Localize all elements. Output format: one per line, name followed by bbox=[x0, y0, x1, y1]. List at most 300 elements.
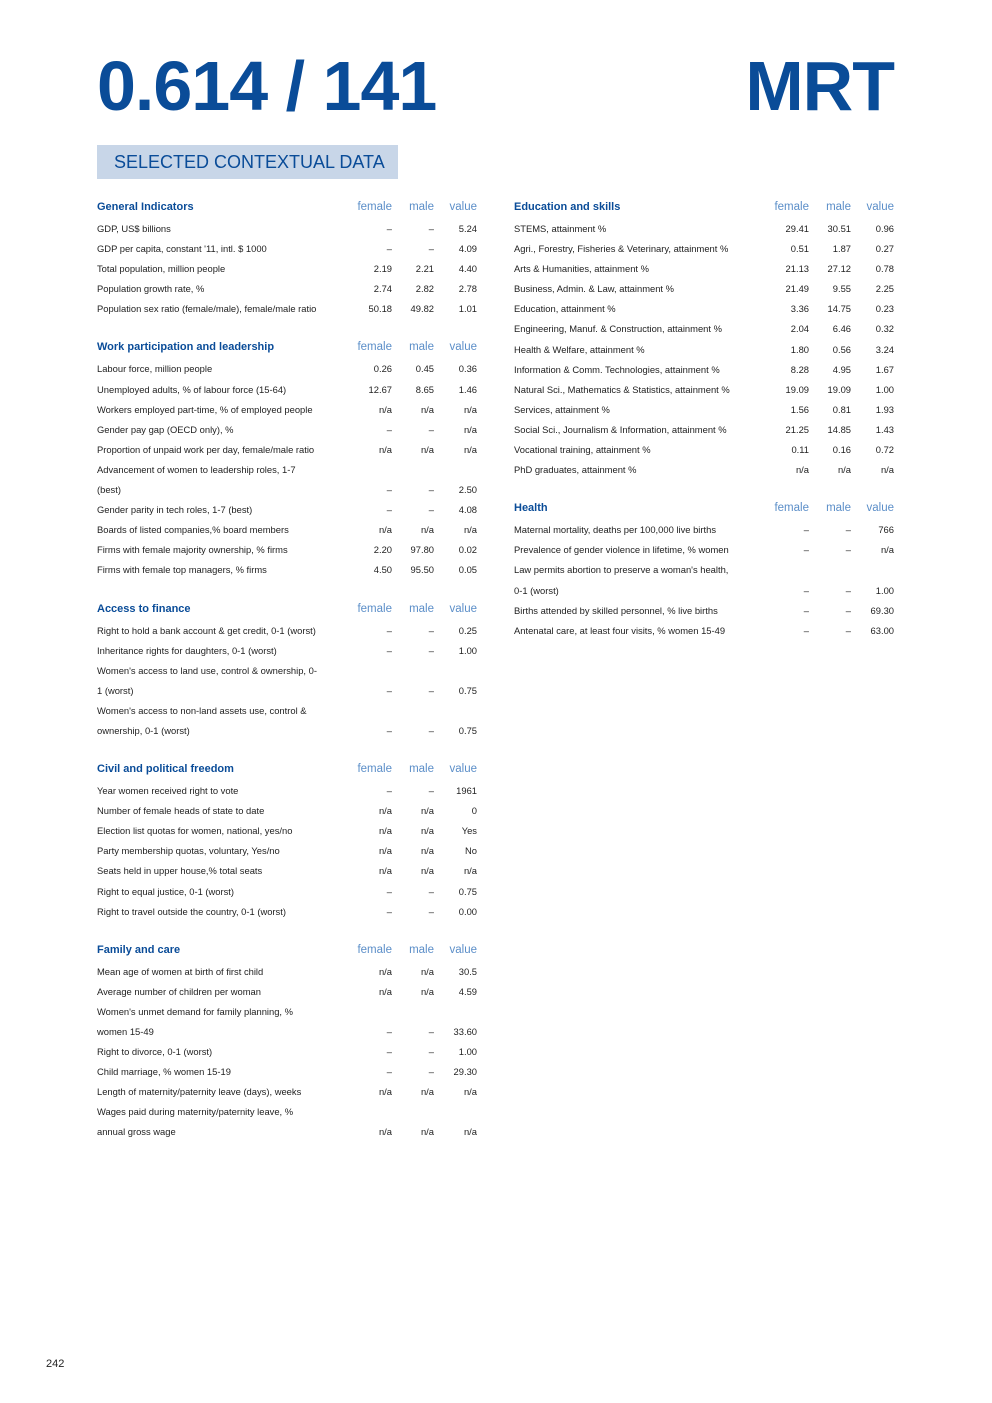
total-value: 1.01 bbox=[458, 303, 477, 315]
male-value: – bbox=[428, 1066, 434, 1078]
indicator-label: Year women received right to vote bbox=[97, 785, 239, 797]
female-value: – bbox=[803, 544, 809, 556]
total-value: 1.67 bbox=[875, 363, 894, 375]
indicator-label: Advancement of women to leadership roles, 1-7 bbox=[97, 463, 296, 475]
data-section bbox=[97, 761, 477, 922]
indicator-label: Vocational training, attainment % bbox=[514, 444, 651, 456]
male-value: 14.85 bbox=[827, 423, 851, 435]
female-value: 2.19 bbox=[373, 263, 392, 275]
female-value: – bbox=[386, 905, 392, 917]
female-column-header: female bbox=[357, 201, 392, 213]
male-column-header: male bbox=[826, 201, 851, 213]
indicator-label: Right to hold a bank account & get credit, 0-1 (worst) bbox=[97, 624, 316, 636]
table-row bbox=[97, 420, 477, 440]
section-title: Access to finance bbox=[97, 602, 191, 615]
table-row bbox=[97, 801, 477, 821]
section-header bbox=[97, 601, 477, 621]
indicator-label: Boards of listed companies,% board members bbox=[97, 524, 289, 536]
female-value: – bbox=[386, 423, 392, 435]
male-value: 9.55 bbox=[832, 283, 851, 295]
table-row bbox=[97, 661, 477, 681]
male-value: 0.56 bbox=[832, 343, 851, 355]
total-value: 0.96 bbox=[875, 223, 894, 234]
female-value: n/a bbox=[378, 965, 392, 977]
female-value: n/a bbox=[378, 524, 392, 536]
indicator-label: Business, Admin. & Law, attainment % bbox=[514, 283, 674, 295]
male-value: – bbox=[428, 905, 434, 917]
indicator-label: Antenatal care, at least four visits, % women 15-49 bbox=[514, 624, 726, 636]
value-column-header: value bbox=[449, 602, 477, 615]
total-value: 4.09 bbox=[458, 243, 477, 255]
female-value: – bbox=[386, 243, 392, 255]
section-title: Health bbox=[514, 502, 548, 515]
indicator-label: 0-1 (worst) bbox=[514, 584, 559, 596]
table-row bbox=[97, 1082, 477, 1102]
female-value: – bbox=[386, 644, 392, 656]
female-value: n/a bbox=[378, 1086, 392, 1098]
female-value: n/a bbox=[795, 464, 809, 476]
table-row bbox=[97, 821, 477, 841]
female-value: – bbox=[386, 684, 392, 696]
total-value: 0.00 bbox=[458, 905, 477, 917]
indicator-label: Child marriage, % women 15-19 bbox=[97, 1066, 231, 1078]
female-value: – bbox=[386, 504, 392, 516]
male-value: – bbox=[428, 223, 434, 234]
table-row bbox=[514, 601, 894, 621]
table-row bbox=[97, 480, 477, 500]
female-value: n/a bbox=[378, 1126, 392, 1138]
female-value: 19.09 bbox=[785, 383, 809, 395]
total-value: n/a bbox=[463, 865, 477, 877]
table-row bbox=[97, 701, 477, 721]
total-value: n/a bbox=[880, 464, 894, 476]
data-section bbox=[514, 199, 894, 480]
indicator-label: annual gross wage bbox=[97, 1126, 176, 1138]
total-value: 766 bbox=[878, 524, 894, 536]
indicator-label: Natural Sci., Mathematics & Statistics, attainment % bbox=[514, 383, 730, 395]
male-value: n/a bbox=[420, 443, 434, 455]
indicator-label: Firms with female top managers, % firms bbox=[97, 564, 267, 576]
female-value: 8.28 bbox=[790, 363, 809, 375]
indicator-label: Average number of children per woman bbox=[97, 985, 261, 997]
indicator-label: Firms with female majority ownership, % firms bbox=[97, 544, 288, 556]
female-value: – bbox=[803, 604, 809, 616]
female-value: n/a bbox=[378, 805, 392, 817]
table-row bbox=[97, 882, 477, 902]
indicator-label: Social Sci., Journalism & Information, attainment % bbox=[514, 423, 727, 435]
table-row bbox=[97, 440, 477, 460]
female-value: 0.51 bbox=[790, 243, 809, 255]
total-value: 0.02 bbox=[458, 544, 477, 556]
table-row bbox=[514, 440, 894, 460]
female-value: 29.41 bbox=[785, 223, 809, 234]
table-row bbox=[97, 861, 477, 881]
indicator-label: PhD graduates, attainment % bbox=[514, 464, 637, 476]
total-value: 29.30 bbox=[453, 1066, 477, 1078]
table-row bbox=[514, 319, 894, 339]
female-value: 1.80 bbox=[790, 343, 809, 355]
data-section bbox=[97, 199, 477, 319]
total-value: 1.93 bbox=[875, 403, 894, 415]
indicator-label: Health & Welfare, attainment % bbox=[514, 343, 645, 355]
indicator-label: Women's access to land use, control & ownership, 0- bbox=[97, 664, 317, 676]
male-value: 2.82 bbox=[415, 283, 434, 295]
female-value: – bbox=[386, 624, 392, 636]
table-row bbox=[97, 259, 477, 279]
indicator-label: Arts & Humanities, attainment % bbox=[514, 263, 649, 275]
table-row bbox=[514, 540, 894, 560]
indicator-label: (best) bbox=[97, 484, 121, 496]
indicator-label: Population sex ratio (female/male), female/male ratio bbox=[97, 303, 317, 315]
female-value: 3.36 bbox=[790, 303, 809, 315]
male-column-header: male bbox=[409, 763, 434, 776]
total-value: 3.24 bbox=[875, 343, 894, 355]
total-value: 4.08 bbox=[458, 504, 477, 516]
male-value: n/a bbox=[420, 825, 434, 837]
male-value: – bbox=[428, 1046, 434, 1058]
section-header bbox=[97, 199, 477, 219]
female-column-header: female bbox=[357, 602, 392, 615]
male-value: 19.09 bbox=[827, 383, 851, 395]
table-row bbox=[514, 360, 894, 380]
table-row bbox=[97, 500, 477, 520]
female-value: n/a bbox=[378, 845, 392, 857]
table-row bbox=[514, 400, 894, 420]
table-row bbox=[97, 641, 477, 661]
total-value: 0.75 bbox=[458, 684, 477, 696]
table-row bbox=[97, 1022, 477, 1042]
female-value: – bbox=[803, 524, 809, 536]
female-value: – bbox=[386, 885, 392, 897]
male-value: 8.65 bbox=[415, 383, 434, 395]
indicator-label: Information & Comm. Technologies, attainment % bbox=[514, 363, 720, 375]
total-value: 30.5 bbox=[458, 965, 477, 977]
table-row bbox=[97, 1042, 477, 1062]
male-value: 95.50 bbox=[410, 564, 434, 576]
table-row bbox=[514, 581, 894, 601]
female-value: – bbox=[386, 1026, 392, 1037]
table-row bbox=[514, 239, 894, 259]
section-header bbox=[97, 339, 477, 359]
indicator-label: 1 (worst) bbox=[97, 684, 134, 696]
total-value: 63.00 bbox=[870, 624, 894, 636]
indicator-label: Inheritance rights for daughters, 0-1 (worst) bbox=[97, 644, 277, 656]
value-column-header: value bbox=[449, 201, 477, 213]
table-row bbox=[97, 621, 477, 641]
section-title: Education and skills bbox=[514, 201, 621, 213]
total-value: n/a bbox=[463, 403, 477, 415]
table-row bbox=[97, 681, 477, 701]
female-value: – bbox=[386, 1066, 392, 1078]
female-value: n/a bbox=[378, 443, 392, 455]
female-value: n/a bbox=[378, 825, 392, 837]
indicator-label: Services, attainment % bbox=[514, 403, 610, 415]
indicator-label: Total population, million people bbox=[97, 263, 226, 275]
table-row bbox=[97, 560, 477, 580]
male-value: – bbox=[845, 604, 851, 616]
male-value: 1.87 bbox=[832, 243, 851, 255]
male-value: – bbox=[428, 724, 434, 736]
male-column-header: male bbox=[409, 201, 434, 213]
total-value: 0.32 bbox=[875, 323, 894, 335]
indicator-label: Number of female heads of state to date bbox=[97, 805, 265, 817]
total-value: 2.50 bbox=[458, 484, 477, 496]
indicator-label: GDP, US$ billions bbox=[97, 223, 171, 234]
value-column-header: value bbox=[449, 943, 477, 956]
male-value: 0.45 bbox=[415, 363, 434, 375]
total-value: 0.05 bbox=[458, 564, 477, 576]
indicator-label: Women's unmet demand for family planning, % bbox=[97, 1005, 293, 1017]
male-value: n/a bbox=[420, 403, 434, 415]
right-column bbox=[514, 199, 894, 661]
indicator-label: Engineering, Manuf. & Construction, attainment % bbox=[514, 323, 722, 335]
male-value: – bbox=[845, 544, 851, 556]
total-value: n/a bbox=[463, 423, 477, 435]
female-value: 21.25 bbox=[785, 423, 809, 435]
table-row bbox=[97, 380, 477, 400]
female-value: 2.20 bbox=[373, 544, 392, 556]
table-row bbox=[514, 279, 894, 299]
total-value: 0.75 bbox=[458, 724, 477, 736]
table-row bbox=[97, 902, 477, 922]
indicator-label: Mean age of women at birth of first child bbox=[97, 965, 264, 977]
male-value: n/a bbox=[420, 965, 434, 977]
value-column-header: value bbox=[866, 201, 894, 213]
table-row bbox=[97, 1062, 477, 1082]
left-column bbox=[97, 199, 477, 1163]
indicator-label: Wages paid during maternity/paternity leave, % bbox=[97, 1106, 294, 1118]
indicator-label: Right to divorce, 0-1 (worst) bbox=[97, 1046, 213, 1058]
total-value: 1.00 bbox=[458, 644, 477, 656]
male-value: 97.80 bbox=[410, 544, 434, 556]
data-section bbox=[97, 942, 477, 1143]
male-value: – bbox=[845, 524, 851, 536]
table-row bbox=[514, 621, 894, 641]
section-header bbox=[97, 761, 477, 781]
female-value: – bbox=[386, 724, 392, 736]
table-row bbox=[514, 460, 894, 480]
indicator-label: ownership, 0-1 (worst) bbox=[97, 724, 190, 736]
indicator-label: Population growth rate, % bbox=[97, 283, 205, 295]
indicator-label: Women's access to non-land assets use, control & bbox=[97, 704, 307, 716]
total-value: 2.78 bbox=[458, 283, 477, 295]
male-value: 49.82 bbox=[410, 303, 434, 315]
table-row bbox=[97, 279, 477, 299]
indicator-label: Gender pay gap (OECD only), % bbox=[97, 423, 234, 435]
table-row bbox=[97, 359, 477, 379]
country-code-heading: MRT bbox=[745, 47, 894, 125]
table-row bbox=[97, 781, 477, 801]
section-title: General Indicators bbox=[97, 201, 194, 213]
table-row bbox=[514, 259, 894, 279]
female-column-header: female bbox=[357, 341, 392, 354]
value-column-header: value bbox=[866, 502, 894, 515]
total-value: 4.59 bbox=[458, 985, 477, 997]
table-row bbox=[97, 1002, 477, 1022]
female-value: n/a bbox=[378, 985, 392, 997]
male-value: n/a bbox=[420, 985, 434, 997]
male-value: – bbox=[428, 785, 434, 797]
male-value: n/a bbox=[420, 865, 434, 877]
table-row bbox=[514, 420, 894, 440]
male-column-header: male bbox=[409, 602, 434, 615]
male-value: n/a bbox=[837, 464, 851, 476]
table-row bbox=[97, 460, 477, 480]
male-value: 14.75 bbox=[827, 303, 851, 315]
table-row bbox=[514, 380, 894, 400]
total-value: 0.72 bbox=[875, 444, 894, 456]
table-row bbox=[97, 299, 477, 319]
male-value: 27.12 bbox=[827, 263, 851, 275]
male-value: n/a bbox=[420, 805, 434, 817]
table-row bbox=[514, 219, 894, 239]
table-row bbox=[97, 841, 477, 861]
indicator-label: Prevalence of gender violence in lifetime, % women bbox=[514, 544, 729, 556]
male-value: – bbox=[428, 243, 434, 255]
total-value: n/a bbox=[463, 1086, 477, 1098]
indicator-label: Party membership quotas, voluntary, Yes/no bbox=[97, 845, 280, 857]
female-value: 4.50 bbox=[373, 564, 392, 576]
male-column-header: male bbox=[826, 502, 851, 515]
total-value: 69.30 bbox=[870, 604, 894, 616]
male-value: n/a bbox=[420, 845, 434, 857]
female-value: – bbox=[386, 223, 392, 234]
female-column-header: female bbox=[357, 943, 392, 956]
table-row bbox=[97, 1122, 477, 1142]
total-value: 4.40 bbox=[458, 263, 477, 275]
table-row bbox=[514, 299, 894, 319]
total-value: 1.00 bbox=[458, 1046, 477, 1058]
male-value: – bbox=[428, 423, 434, 435]
female-value: 21.49 bbox=[785, 283, 809, 295]
total-value: 1.00 bbox=[875, 383, 894, 395]
male-column-header: male bbox=[409, 943, 434, 956]
total-value: n/a bbox=[463, 443, 477, 455]
value-column-header: value bbox=[449, 763, 477, 776]
male-value: n/a bbox=[420, 1126, 434, 1138]
data-section bbox=[97, 339, 477, 580]
female-value: 12.67 bbox=[368, 383, 392, 395]
total-value: 0.27 bbox=[875, 243, 894, 255]
male-value: n/a bbox=[420, 1086, 434, 1098]
indicator-label: Election list quotas for women, national, yes/no bbox=[97, 825, 293, 837]
indicator-label: STEMS, attainment % bbox=[514, 223, 607, 234]
total-value: 1.43 bbox=[875, 423, 894, 435]
table-row bbox=[97, 239, 477, 259]
female-value: 1.56 bbox=[790, 403, 809, 415]
total-value: 0.25 bbox=[458, 624, 477, 636]
female-value: – bbox=[386, 785, 392, 797]
total-value: 0.75 bbox=[458, 885, 477, 897]
female-value: 2.74 bbox=[373, 283, 392, 295]
male-value: – bbox=[428, 504, 434, 516]
indicator-label: Right to travel outside the country, 0-1 (worst) bbox=[97, 905, 286, 917]
section-header bbox=[514, 199, 894, 219]
total-value: 1.46 bbox=[458, 383, 477, 395]
score-rank-heading: 0.614 / 141 bbox=[97, 47, 437, 125]
male-value: 4.95 bbox=[832, 363, 851, 375]
male-value: – bbox=[428, 1026, 434, 1037]
male-value: – bbox=[428, 484, 434, 496]
total-value: 1.00 bbox=[875, 584, 894, 596]
page-number: 242 bbox=[46, 1358, 65, 1370]
male-value: 0.81 bbox=[832, 403, 851, 415]
male-value: 2.21 bbox=[415, 263, 434, 275]
female-column-header: female bbox=[774, 502, 809, 515]
male-value: – bbox=[845, 624, 851, 636]
female-value: 21.13 bbox=[785, 263, 809, 275]
male-value: – bbox=[428, 624, 434, 636]
male-value: 6.46 bbox=[832, 323, 851, 335]
female-column-header: female bbox=[774, 201, 809, 213]
male-value: 30.51 bbox=[827, 223, 851, 234]
indicator-label: Agri., Forestry, Fisheries & Veterinary, attainment % bbox=[514, 243, 729, 255]
table-row bbox=[514, 560, 894, 580]
total-value: 0.23 bbox=[875, 303, 894, 315]
value-column-header: value bbox=[449, 341, 477, 354]
indicator-label: Unemployed adults, % of labour force (15-64) bbox=[97, 383, 287, 395]
indicator-label: Length of maternity/paternity leave (days), weeks bbox=[97, 1086, 302, 1098]
table-row bbox=[97, 400, 477, 420]
male-value: – bbox=[428, 644, 434, 656]
table-row bbox=[97, 721, 477, 741]
total-value: 0 bbox=[471, 805, 477, 817]
indicator-label: Births attended by skilled personnel, % live births bbox=[514, 604, 718, 616]
male-value: – bbox=[428, 684, 434, 696]
male-value: 0.16 bbox=[832, 444, 851, 456]
indicator-label: Gender parity in tech roles, 1-7 (best) bbox=[97, 504, 253, 516]
table-row bbox=[97, 219, 477, 239]
total-value: n/a bbox=[463, 524, 477, 536]
indicator-label: Right to equal justice, 0-1 (worst) bbox=[97, 885, 235, 897]
data-section bbox=[514, 500, 894, 641]
total-value: n/a bbox=[463, 1126, 477, 1138]
table-row bbox=[97, 540, 477, 560]
female-value: 0.11 bbox=[791, 444, 809, 456]
table-row bbox=[97, 1102, 477, 1122]
male-value: n/a bbox=[420, 524, 434, 536]
section-header bbox=[97, 942, 477, 962]
section-header bbox=[514, 500, 894, 520]
female-value: 0.26 bbox=[373, 363, 392, 375]
total-value: 33.60 bbox=[453, 1026, 477, 1037]
total-value: No bbox=[465, 845, 477, 857]
male-value: – bbox=[845, 584, 851, 596]
total-value: 5.24 bbox=[458, 223, 477, 234]
indicator-label: women 15-49 bbox=[97, 1026, 154, 1037]
total-value: n/a bbox=[880, 544, 894, 556]
female-value: – bbox=[803, 584, 809, 596]
female-value: – bbox=[386, 1046, 392, 1058]
indicator-label: Education, attainment % bbox=[514, 303, 616, 315]
indicator-label: Labour force, million people bbox=[97, 363, 213, 375]
section-title: Family and care bbox=[97, 943, 181, 956]
female-value: 2.04 bbox=[790, 323, 809, 335]
table-row bbox=[97, 520, 477, 540]
indicator-label: Maternal mortality, deaths per 100,000 live births bbox=[514, 524, 717, 536]
female-value: n/a bbox=[378, 403, 392, 415]
total-value: 0.78 bbox=[875, 263, 894, 275]
section-title: Civil and political freedom bbox=[97, 763, 234, 776]
female-value: 50.18 bbox=[368, 303, 392, 315]
table-row bbox=[97, 982, 477, 1002]
total-value: 1961 bbox=[456, 785, 477, 797]
indicator-label: GDP per capita, constant '11, intl. $ 1000 bbox=[97, 243, 267, 255]
table-row bbox=[514, 340, 894, 360]
indicator-label: Proportion of unpaid work per day, female/male ratio bbox=[97, 443, 315, 455]
table-row bbox=[514, 520, 894, 540]
total-value: 0.36 bbox=[458, 363, 477, 375]
